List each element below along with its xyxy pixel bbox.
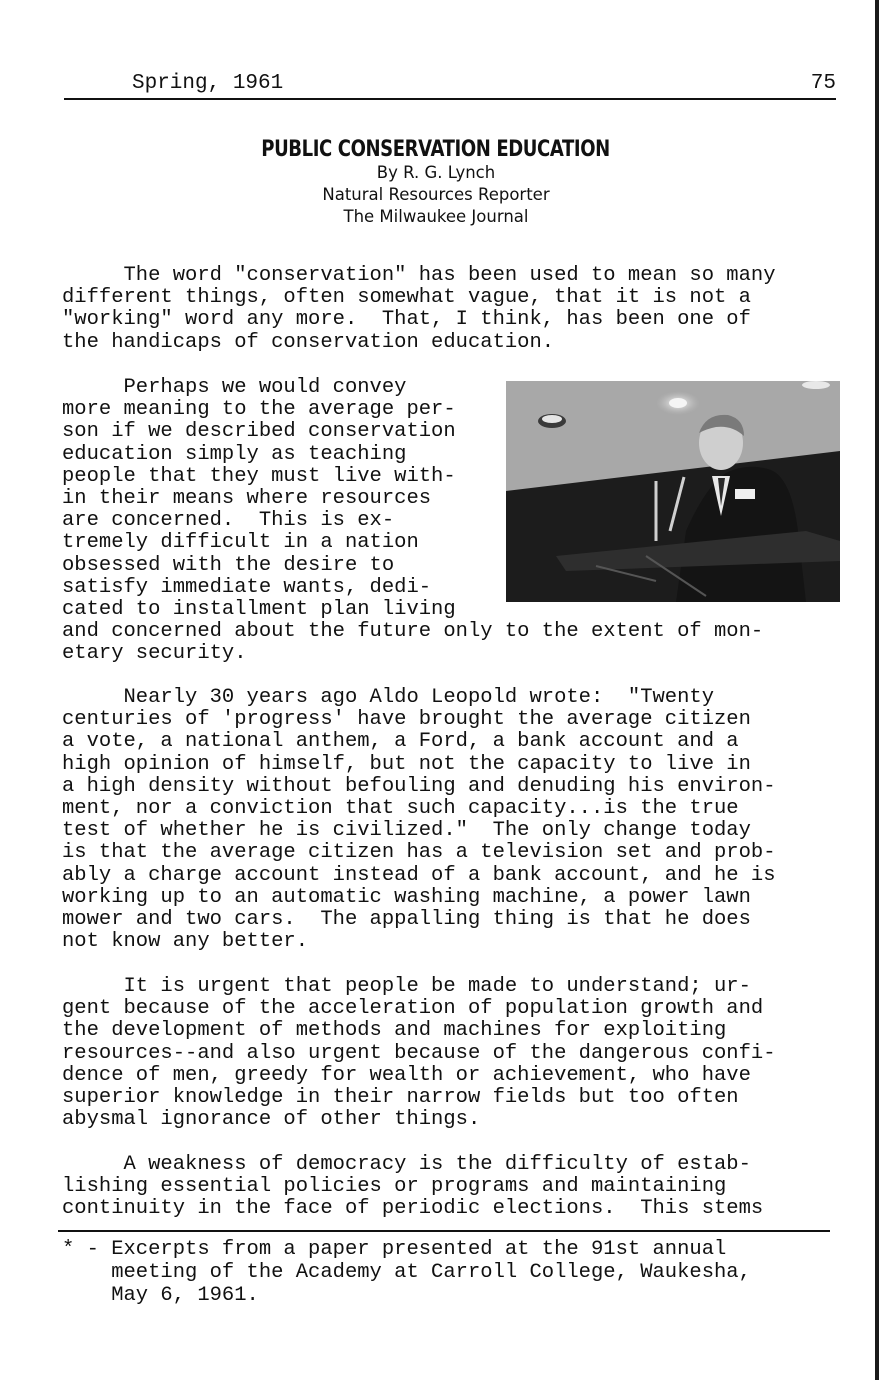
- author-affiliation-paper: The Milwaukee Journal: [343, 207, 529, 226]
- page-edge: [875, 0, 879, 1380]
- paragraph-4: It is urgent that people be made to understand; ur- gent because of the acceleration of population growth and the development of methods and machines for exploiting resources--and also urgent because of the dangerous confi- dence of men, greedy for wealth or achievement, who have superior knowledge in their narrow fields but too often abysmal ignorance of other things.: [62, 975, 776, 1132]
- paragraph-5: A weakness of democracy is the difficulty of estab- lishing essential policies or programs and maintaining continuity in the face of periodic elections. This stems: [62, 1153, 764, 1221]
- author-affiliation-role: Natural Resources Reporter: [322, 185, 550, 204]
- article-byline: By R. G. Lynch: [376, 163, 496, 182]
- running-header: [64, 70, 836, 100]
- paragraph-1: The word "conservation" has been used to mean so many different things, often somewhat vague, that it is not a "working" word any more. That, I think, has been one of the handicaps of conservation education.: [62, 264, 776, 354]
- speaker-photo-illustration: [506, 381, 840, 602]
- page-number: 75: [810, 72, 836, 95]
- speaker-photo: [506, 381, 840, 602]
- article-title: PUBLIC CONSERVATION EDUCATION: [261, 137, 611, 162]
- article-heading: [0, 137, 872, 228]
- issue-date: Spring, 1961: [132, 72, 284, 95]
- paragraph-3: Nearly 30 years ago Aldo Leopold wrote: "Twenty centuries of 'progress' have brought the average citizen a vote, a national anthem, a Ford, a bank account and a high opinion of himself, but not the capacity to live in a high density without befouling and denuding his environ- ment, nor a conviction that such capacity...is the true test of whether he is civilized." The only change today is that the average citizen has a television set and prob- ably a charge account instead of a bank account, and he is working up to an automatic washing machine, a power lawn mower and two cars. The appalling thing is that he does not know any better.: [62, 686, 776, 954]
- footnote-divider: [58, 1230, 830, 1232]
- footnote: * - Excerpts from a paper presented at the 91st annual meeting of the Academy at Carroll College, Waukesha, May 6, 1961.: [62, 1238, 751, 1307]
- paragraph-2: Perhaps we would convey more meaning to the average per- son if we described conservation education simply as teaching people that they must live with- in their means where resources are concerned. This is ex- tremely difficult in a nation obsessed with the desire to satisfy immediate wants, dedi- cated to installment plan living and concerned about the future only to the extent of mon- etary security.: [62, 376, 764, 666]
